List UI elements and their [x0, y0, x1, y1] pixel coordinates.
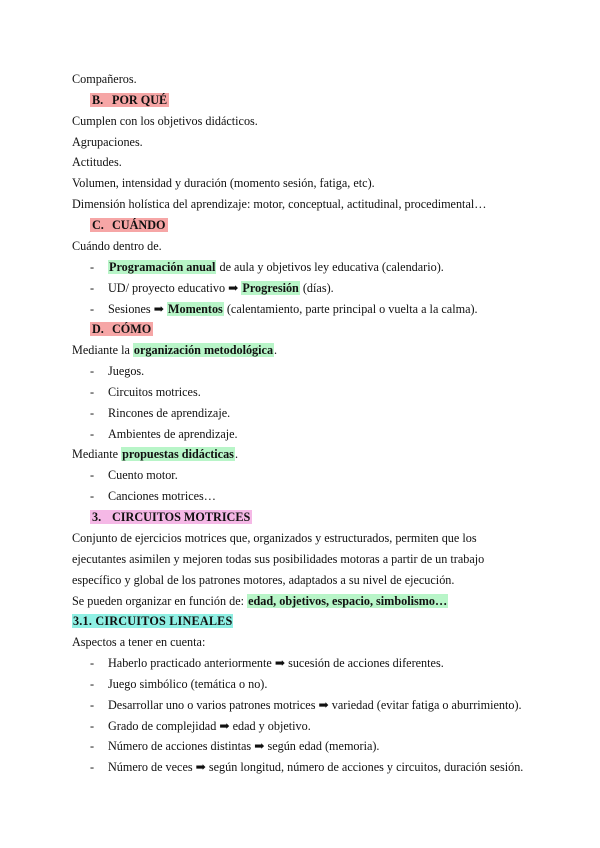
heading-number: B. — [92, 93, 104, 107]
bullet-text: Número de acciones distintas ➡ según edad (memoria). — [108, 739, 380, 753]
highlight: Progresión — [242, 281, 299, 295]
heading-title: CÓMO — [112, 322, 152, 336]
heading-title: CIRCUITOS MOTRICES — [112, 510, 251, 524]
heading-3-circuitos-motrices — [90, 509, 252, 525]
paragraph-line-1 — [72, 530, 526, 546]
text: . — [234, 447, 238, 461]
bullet-text: Número de veces ➡ según longitud, número de acciones y circuitos, duración sesión. — [108, 760, 524, 774]
bullet-text: Juegos. — [108, 364, 145, 378]
text-volumen: Volumen, intensidad y duración (momento sesión, fatiga, etc). — [72, 176, 375, 190]
bullet-circuitos — [90, 384, 201, 400]
bullet-text: de aula y objetivos ley educativa (calendario). — [216, 260, 444, 274]
bullet-dash: - — [90, 698, 95, 712]
bullet-aspecto-1 — [90, 655, 444, 671]
bullet-aspecto-2 — [90, 676, 267, 692]
bullet-text: Circuitos motrices. — [108, 385, 201, 399]
highlight: organización metodológica — [133, 343, 274, 357]
paragraph-line-2 — [72, 551, 526, 567]
bullet-text: UD/ proyecto educativo ➡ — [108, 281, 242, 295]
bullet-cuento — [90, 467, 178, 483]
bullet-aspecto-5 — [90, 738, 379, 754]
text-actitudes: Actitudes. — [72, 155, 122, 169]
bullet-dash: - — [90, 427, 95, 441]
bullet-rincones — [90, 405, 230, 421]
bullet-aspecto-3 — [90, 697, 522, 713]
heading-d-como — [90, 321, 153, 337]
text-companeros: Compañeros. — [72, 72, 137, 86]
bullet-text: Ambientes de aprendizaje. — [108, 427, 238, 441]
heading-3-1-circuitos-lineales — [72, 613, 233, 629]
bullet-text: Cuento motor. — [108, 468, 178, 482]
paragraph-line-3 — [72, 572, 526, 588]
bullet-dash: - — [90, 260, 95, 274]
heading-number: D. — [92, 322, 104, 336]
bullet-aspecto-6 — [90, 759, 523, 775]
bullet-dash: - — [90, 281, 95, 295]
bullet-text: Desarrollar uno o varios patrones motrices ➡ variedad (evitar fatiga o aburrimiento). — [108, 698, 522, 712]
text-cumplen: Cumplen con los objetivos didácticos. — [72, 114, 258, 128]
text: Se pueden organizar en función de: — [72, 594, 248, 608]
paragraph-text: específico y global de los patrones motores, adaptados a su nivel de ejecución. — [72, 573, 455, 587]
text-cuando-dentro: Cuándo dentro de. — [72, 239, 162, 253]
bullet-sesiones — [90, 301, 478, 317]
text-aspectos: Aspectos a tener en cuenta: — [72, 635, 206, 649]
bullet-juegos — [90, 363, 144, 379]
bullet-ud-proyecto — [90, 280, 334, 296]
paragraph-text: ejecutantes asimilen y mejoren todas sus posibilidades motoras a partir de un trabajo — [72, 552, 485, 566]
bullet-dash: - — [90, 406, 95, 420]
paragraph-text: Conjunto de ejercicios motrices que, organizados y estructurados, permiten que los — [72, 531, 477, 545]
bullet-dash: - — [90, 739, 95, 753]
bullet-text: Canciones motrices… — [108, 489, 216, 503]
bullet-text: Rincones de aprendizaje. — [108, 406, 231, 420]
bullet-text: (calentamiento, parte principal o vuelta a la calma). — [223, 302, 478, 316]
bullet-dash: - — [90, 364, 95, 378]
bullet-text: Sesiones ➡ — [108, 302, 167, 316]
bullet-ambientes — [90, 426, 238, 442]
text-organizar — [72, 593, 448, 609]
bullet-programacion — [90, 259, 444, 275]
highlight: Momentos — [167, 302, 223, 316]
bullet-canciones — [90, 488, 216, 504]
bullet-dash: - — [90, 385, 95, 399]
bullet-dash: - — [90, 760, 95, 774]
bullet-dash: - — [90, 302, 95, 316]
heading-title: POR QUÉ — [112, 93, 168, 107]
heading-title: CUÁNDO — [112, 218, 166, 232]
text: Mediante la — [72, 343, 133, 357]
bullet-text: Juego simbólico (temática o no). — [108, 677, 268, 691]
bullet-dash: - — [90, 677, 95, 691]
bullet-dash: - — [90, 719, 95, 733]
heading-title: 3.1. CIRCUITOS LINEALES — [73, 614, 233, 628]
heading-number: 3. — [92, 510, 102, 524]
bullet-dash: - — [90, 489, 95, 503]
bullet-text: (días). — [299, 281, 334, 295]
bullet-dash: - — [90, 656, 95, 670]
text: . — [274, 343, 278, 357]
bullet-text: Grado de complejidad ➡ edad y objetivo. — [108, 719, 311, 733]
text-dimension: Dimensión holística del aprendizaje: motor, conceptual, actitudinal, procedimental… — [72, 197, 487, 211]
text-mediante-propuestas — [72, 446, 238, 462]
text-mediante-organizacion — [72, 342, 277, 358]
heading-b-por-que — [90, 92, 169, 108]
highlight: Programación anual — [109, 260, 216, 274]
bullet-aspecto-4 — [90, 718, 311, 734]
text: Mediante — [72, 447, 122, 461]
highlight: propuestas didácticas — [122, 447, 234, 461]
heading-number: C. — [92, 218, 104, 232]
highlight: edad, objetivos, espacio, simbolismo… — [248, 594, 448, 608]
text-agrupaciones: Agrupaciones. — [72, 135, 143, 149]
bullet-text: Haberlo practicado anteriormente ➡ sucesión de acciones diferentes. — [108, 656, 444, 670]
bullet-dash: - — [90, 468, 95, 482]
heading-c-cuando — [90, 217, 168, 233]
